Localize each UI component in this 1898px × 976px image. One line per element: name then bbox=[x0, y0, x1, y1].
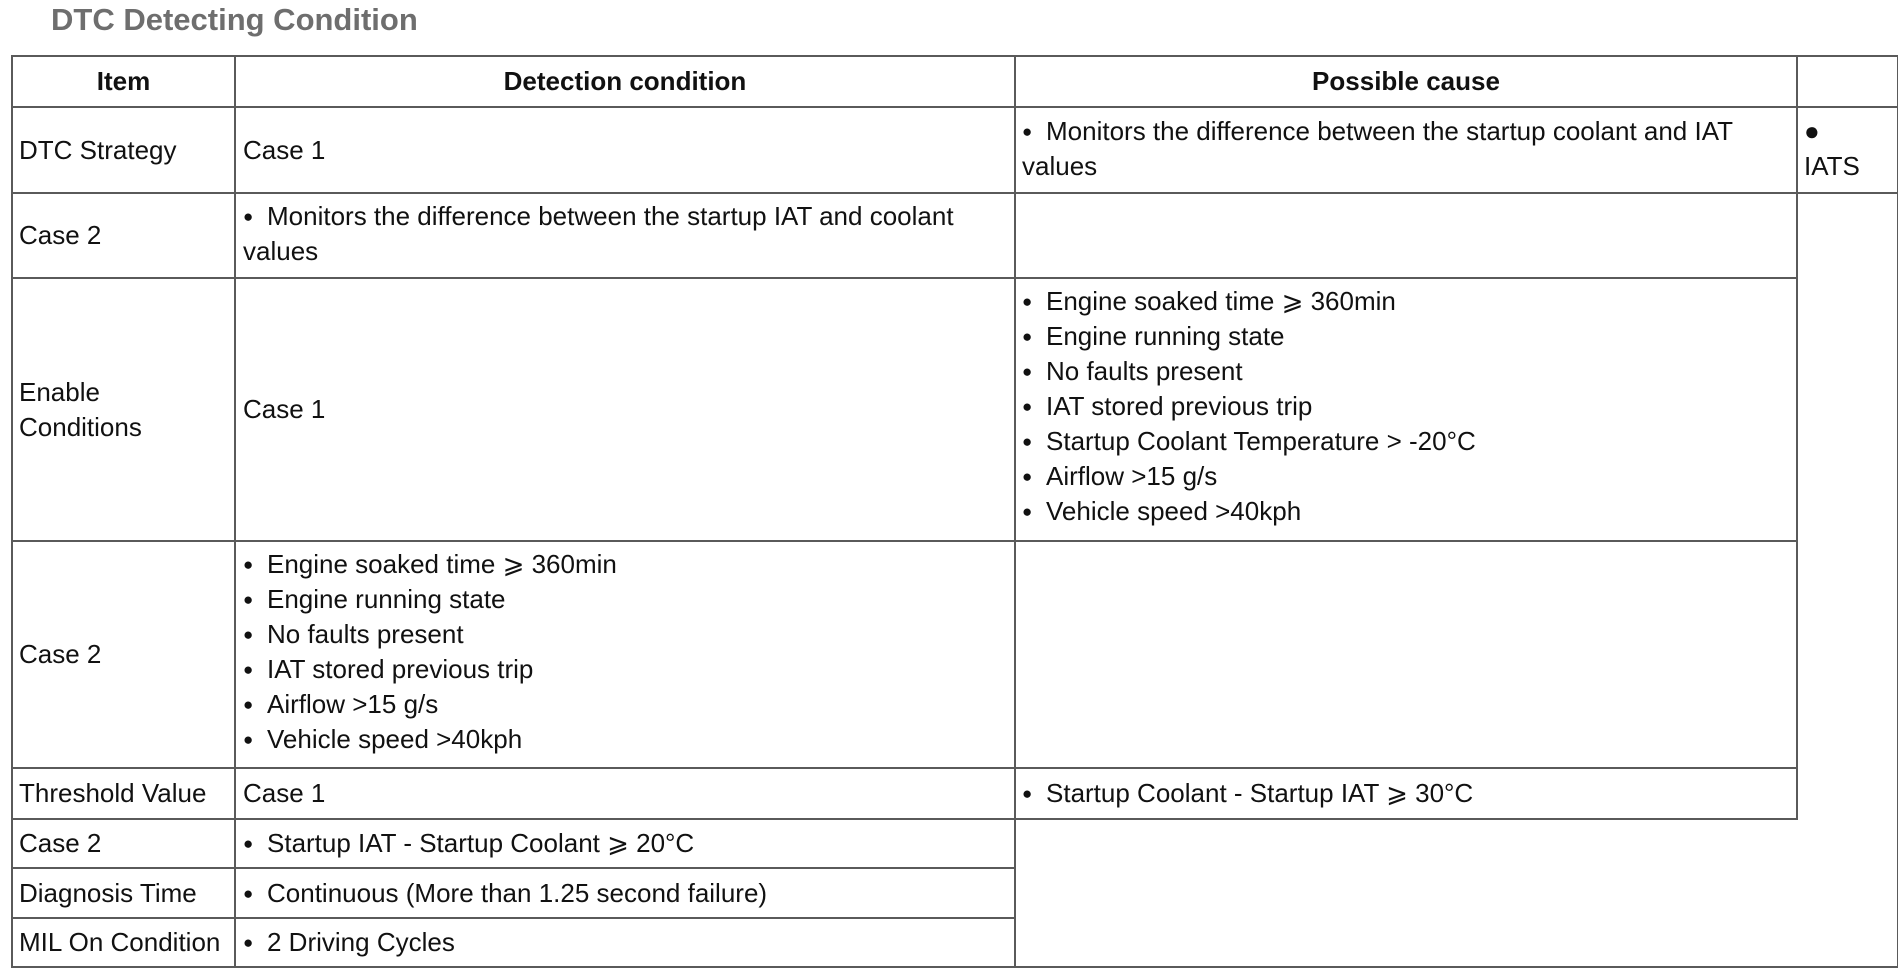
list-item: ● No faults present bbox=[1022, 354, 1476, 389]
row-divider bbox=[11, 192, 1898, 194]
header-detection-condition: Detection condition bbox=[503, 66, 747, 96]
enable-conditions-case1-list bbox=[1022, 284, 1476, 529]
dtc-strategy-case2-label: Case 2 bbox=[19, 220, 102, 250]
threshold-case1-detail bbox=[1022, 769, 1473, 818]
enable-conditions-case2-list bbox=[243, 547, 617, 757]
iats-cause bbox=[1804, 114, 1860, 184]
list-item: ● IAT stored previous trip bbox=[1022, 389, 1476, 424]
list-item: ● Startup IAT - Startup Coolant ⩾ 20°C bbox=[243, 826, 694, 861]
list-item: ● 2 Driving Cycles bbox=[243, 925, 455, 960]
dtc-strategy-case2-detail bbox=[243, 199, 1009, 269]
enable-conditions-label: Enable Conditions bbox=[19, 376, 142, 442]
column-divider bbox=[1796, 55, 1798, 818]
header-possible-cause: Possible cause bbox=[1312, 66, 1500, 96]
threshold-case1-label: Case 1 bbox=[243, 778, 326, 808]
mil-on-condition-label: MIL On Condition bbox=[19, 927, 221, 957]
list-item: ● Airflow >15 g/s bbox=[243, 687, 617, 722]
list-item: ● Airflow >15 g/s bbox=[1022, 459, 1476, 494]
column-divider bbox=[1014, 55, 1016, 968]
list-item: ● Engine running state bbox=[243, 582, 617, 617]
table-border-bottom bbox=[11, 966, 1898, 968]
row-divider bbox=[11, 540, 1798, 542]
dtc-strategy-case1-detail bbox=[1022, 114, 1792, 184]
enable-conditions-case1-label: Case 1 bbox=[243, 394, 326, 424]
iats-label: IATS bbox=[1804, 151, 1860, 181]
list-item: ● No faults present bbox=[243, 617, 617, 652]
bullet-icon: ● bbox=[1804, 116, 1820, 146]
header-item: Item bbox=[96, 66, 151, 96]
list-item: ● Continuous (More than 1.25 second failure) bbox=[243, 876, 767, 911]
dtc-strategy-case1-label: Case 1 bbox=[243, 134, 326, 165]
diagnosis-time-detail bbox=[243, 869, 767, 917]
list-item: ● Engine running state bbox=[1022, 319, 1476, 354]
column-divider bbox=[234, 55, 236, 968]
page-title: DTC Detecting Condition bbox=[51, 2, 418, 37]
diagnosis-time-label: Diagnosis Time bbox=[19, 877, 197, 908]
list-item: ● Engine soaked time ⩾ 360min bbox=[243, 547, 617, 582]
list-item: ● Startup Coolant - Startup IAT ⩾ 30°C bbox=[1022, 776, 1473, 811]
dtc-strategy-label: DTC Strategy bbox=[19, 134, 177, 165]
threshold-case2-label: Case 2 bbox=[19, 828, 102, 858]
list-item: ● Startup Coolant Temperature > -20°C bbox=[1022, 424, 1476, 459]
list-item: ● Engine soaked time ⩾ 360min bbox=[1022, 284, 1476, 319]
threshold-case2-detail bbox=[243, 820, 694, 867]
list-item: ● Vehicle speed >40kph bbox=[243, 722, 617, 757]
mil-on-condition-detail bbox=[243, 919, 455, 966]
threshold-value-label: Threshold Value bbox=[19, 778, 207, 808]
list-item: ● Monitors the difference between the startup coolant and IAT values bbox=[1022, 114, 1792, 184]
enable-conditions-case2-label: Case 2 bbox=[19, 639, 102, 669]
list-item: ● Monitors the difference between the startup IAT and coolant values bbox=[243, 199, 1009, 269]
table-border-left bbox=[11, 55, 13, 968]
list-item: ● Vehicle speed >40kph bbox=[1022, 494, 1476, 529]
list-item: ● IAT stored previous trip bbox=[243, 652, 617, 687]
